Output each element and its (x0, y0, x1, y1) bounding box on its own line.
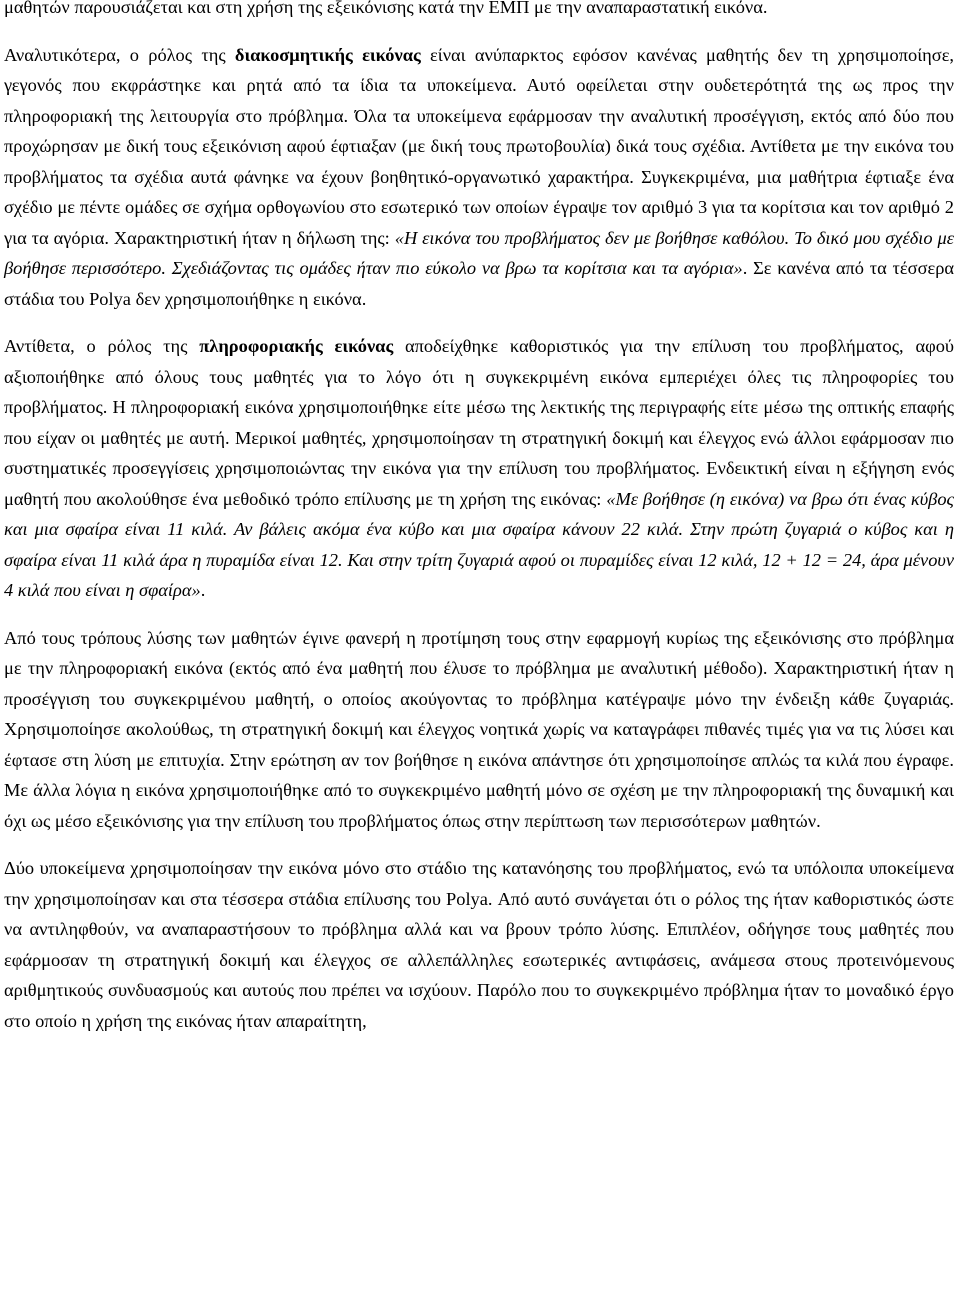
bold-term: πληροφοριακής εικόνας (199, 336, 394, 356)
text-run: Αναλυτικότερα, ο ρόλος της (4, 44, 235, 65)
paragraph-2 (4, 40, 954, 315)
paragraph-4 (4, 623, 954, 837)
text-run: μαθητών παρουσιάζεται και στη χρήση της εξεικόνισης κατά την ΕΜΠ με την αναπαραστατική εικόνα. (4, 0, 768, 17)
text-run: Από τους τρόπους λύσης των μαθητών έγινε φανερή η προτίμηση τους στην εφαρμογή κυρίως της εξεικόνισης στο πρόβλημα με την πληροφοριακή εικόνα (εκτός από ένα μαθητή που έλυσε το πρόβλημα με αναλυτική μέθοδο). Χαρακτηριστική ήταν η προσέγγιση του συγκεκριμένου μαθητή, ο οποίος ακούγοντας το πρόβλημα κατέγραψε μόνο την ένδειξη κάθε ζυγαριάς. Χρησιμοποίησε ακολούθως, τη στρατηγική δοκιμή και έλεγχος νοητικά χωρίς να καταγράφει πιθανές τιμές για να τις λύσει και έφτασε στη λύση με επιτυχία. Στην ερώτηση αν τον βοήθησε η εικόνα απάντησε ότι χρησιμοποίησε απλώς τα κιλά που έγραφε. Με άλλα λόγια η εικόνα χρησιμοποιήθηκε από το συγκεκριμένο μαθητή μόνο σε σχέση με την πληροφοριακή της δυναμική και όχι ως μέσο εξεικόνισης για την επίλυση του προβλήματος όπως στην περίπτωση των περισσότερων μαθητών. (4, 627, 954, 831)
text-run: . (200, 580, 206, 600)
text-run: Αντίθετα, ο ρόλος της (4, 336, 200, 356)
paragraph-1 (4, 0, 954, 23)
text-run: είναι ανύπαρκτος εφόσον κανένας μαθητής δεν τη χρησιμοποίησε, γεγονός που εκφράστηκε και ρητά από τα ίδια τα υποκείμενα. Αυτό οφείλεται στην ουδετερότητά της ως προς την πληροφοριακή της λειτουργία στο πρόβλημα. Όλα τα υποκείμενα εφάρμοσαν την αναλυτική προσέγγιση, εκτός από δύο που προχώρησαν με δική τους εξεικόνιση αφού έφτιαξαν (με δική τους πρωτοβουλία) δικά τους σχέδια. Αντίθετα με την εικόνα του προβλήματος τα σχέδια αυτά φάνηκε να έχουν βοηθητικό-οργανωτικό χαρακτήρα. Συγκεκριμένα, μια μαθήτρια έφτιαξε ένα σχέδιο με πέντε ομάδες σε σχήμα ορθογωνίου στο εσωτερικό των οποίων έγραψε τον αριθμό 3 για τα κορίτσια και τον αριθμό 2 για τα αγόρια. Χαρακτηριστική ήταν η δήλωση της: (4, 44, 955, 248)
italic-quote: «Η εικόνα του προβλήματος δεν με βοήθησε καθόλου. Το δικό μου σχέδιο με βοήθησε περισσότερο. Σχεδιάζοντας τις ομάδες ήταν πιο εύκολο να βρω τα κορίτσια και τα αγόρια» (4, 227, 954, 278)
bold-term: διακοσμητικής εικόνας (234, 44, 421, 65)
text-run: . Σε κανένα από τα τέσσερα στάδια του Polya δεν χρησιμοποιήθηκε η εικόνα. (4, 258, 955, 309)
italic-quote: «Με βοήθησε (η εικόνα) να βρω ότι ένας κύβος και μια σφαίρα είναι 11 κιλά. Αν βάλεις ακόμα ένα κύβο και μια σφαίρα κάνουν 22 κιλά. Στην πρώτη ζυγαριά ο κύβος και η σφαίρα είναι 11 κιλά άρα η πυραμίδα είναι 12. Και στην τρίτη ζυγαριά αφού οι πυραμίδες είναι 12 κιλά, 12 + 12 = 24, άρα μένουν 4 κιλά που είναι η σφαίρα» (4, 488, 954, 600)
text-run: Δύο υποκείμενα χρησιμοποίησαν την εικόνα μόνο στο στάδιο της κατανόησης του προβλήματος, ενώ τα υπόλοιπα υποκείμενα την χρησιμοποίησαν και στα τέσσερα στάδια επίλυσης του Polya. Από αυτό συνάγεται ότι ο ρόλος της ήταν καθοριστικός ώστε να αντιληφθούν, να αναπαραστήσουν το πρόβλημα αλλά και να βρουν τρόπο λύσης. Επιπλέον, οδήγησε τους μαθητές που εφάρμοσαν τη στρατηγική δοκιμή και έλεγχος σε αλλεπάλληλες εσωτερικές αντιφάσεις, ανάμεσα στους προτεινόμενους αριθμητικούς συνδυασμούς και αυτούς που πρέπει να ισχύουν. Παρόλο που το συγκεκριμένο πρόβλημα ήταν το μοναδικό έργο στο οποίο η χρήση της εικόνας ήταν απαραίτητη, (4, 858, 954, 1031)
paragraph-5 (4, 853, 954, 1036)
paragraph-3 (4, 331, 954, 606)
text-run: αποδείχθηκε καθοριστικός για την επίλυση του προβλήματος, αφού αξιοποιήθηκε από όλους τους μαθητές για το λόγο ότι η συγκεκριμένη εικόνα εμπεριέχει όλες τις πληροφορίες του προβλήματος. Η πληροφοριακή εικόνα χρησιμοποιήθηκε είτε μέσω της λεκτικής της περιγραφής είτε μέσω της οπτικής επαφής που είχαν οι μαθητές με αυτή. Μερικοί μαθητές, χρησιμοποίησαν τη στρατηγική δοκιμή και έλεγχος ενώ άλλοι εφάρμοσαν πιο συστηματικές προσεγγίσεις χρησιμοποιώντας την εικόνα για την επίλυση του προβλήματος. Ενδεικτική είναι η εξήγηση ενός μαθητή που ακολούθησε ένα μεθοδικό τρόπο επίλυσης με τη χρήση της εικόνας: (4, 336, 954, 509)
